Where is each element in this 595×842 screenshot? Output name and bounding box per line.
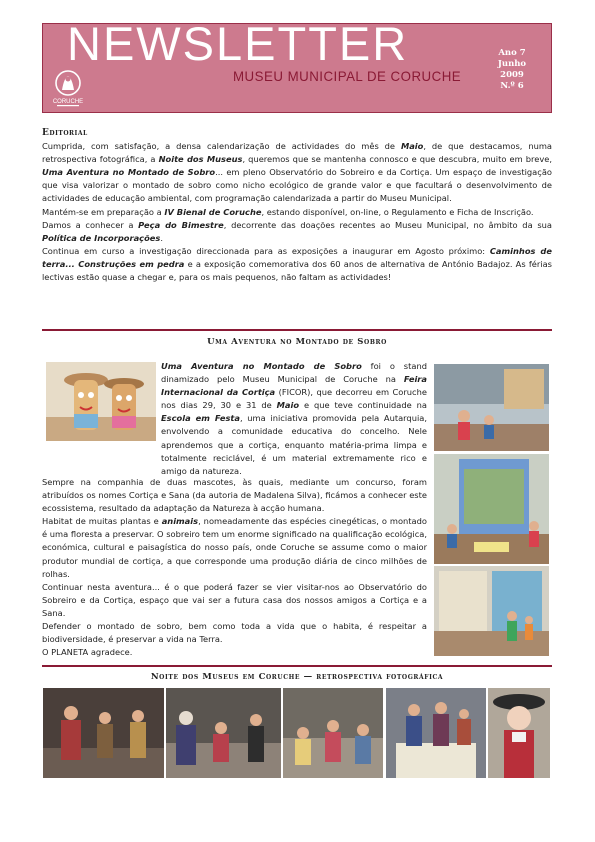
aventura-paragraph-4: Continuar nesta aventura... é o que poderá fazer se vier visitar-nos ao Observatório do Sobreiro e da Cortiça, espaço que vai ser a futura casa dos nossos amigos a Cortiça e a Sana. [42, 581, 427, 618]
section-divider-2 [42, 665, 552, 667]
issue-month: Junho [497, 59, 527, 69]
mascots-photo [46, 362, 156, 441]
issue-year: Ano 7 [498, 48, 526, 58]
aventura-body [42, 476, 427, 659]
noite-photo-4 [386, 688, 486, 778]
aventura-paragraph-1: Uma Aventura no Montado de Sobro foi o stand dinamizado pelo Museu Municipal de Coruche na Feira Internacional da Cortiça (FICOR), que decorreu em Coruche nos dias 29, 30 e 31 de Maio e que teve continuidade na Escola em Festa, uma iniciativa promovida pela Autarquia, envolvendo a comunidade educativa do concelho. Nele aprendemos que a cortiça, enquanto matéria-prima limpa e totalmente reciclável, é um material extremamente rico e amigo da natureza. [161, 361, 427, 476]
noite-heading: Noite dos Museus em Coruche — retrospectiva fotográfica [150, 672, 444, 682]
noite-photo-5 [488, 688, 550, 778]
stand-photo-1 [434, 364, 549, 451]
aventura-paragraph-3: Habitat de muitas plantas e animais, nomeadamente das espécies cinegéticas, o montado é uma floresta a preservar. O sobreiro tem um enorme significado na qualificação ecológica, económica, cultural e paisagística do nosso país, onde Coruche se assume como o maior produtor mundial de cortiça, a que corresponde uma produção diária de cinco milhões de rolhas. [42, 516, 427, 579]
section-divider-1 [42, 329, 552, 331]
aventura-intro [161, 360, 427, 478]
editorial-paragraph-1: Cumprida, com satisfação, a densa calendarização de actividades do mês de Maio, de que destacamos, numa retrospectiva fotográfica, a Noite dos Museus, queremos que se mantenha connosco e que descubra, muito em breve, Uma Aventura no Montado de Sobro... em pleno Observatório do Sobreiro e da Cortiça. Um espaço de investigação que visa valorizar o montado de sobro como nicho ecológico de grande valor e que facultará o desenvolvimento de actividades de educação ambiental, com programação calendarizada a partir do Museu Municipal. [42, 141, 552, 204]
editorial-paragraph-4: Continua em curso a investigação direccionada para as exposições a inaugurar em Agosto próximo: Caminhos de terra... Construções em pedra e a exposição comemorativa dos 60 anos de alternativa de António Badajoz. As férias lectivas estão quase a chegar e, para os mais pequenos, não faltam as actividades! [42, 245, 552, 283]
issue-info [487, 48, 537, 92]
noite-photo-3 [283, 688, 383, 778]
aventura-paragraph-5: Defender o montado de sobro, bem como toda a vida que o habita, é respeitar a biodiversidade, é preservar a vida na Terra. [42, 621, 427, 645]
editorial-paragraph-2: Mantém-se em preparação a IV Bienal de Coruche, estando disponível, on-line, o Regulamento e Ficha de Inscrição. [42, 206, 534, 217]
museum-name: MUSEU MUNICIPAL DE CORUCHE [233, 68, 462, 84]
editorial-section [42, 127, 552, 284]
newsletter-title: NEWSLETTER [67, 17, 409, 70]
aventura-paragraph-2: Sempre na companhia de duas mascotes, às quais, mediante um concurso, foram atribuídos os nomes Cortiça e Sana (da autoria de Madalena Silva), ficámos a conhecer este ecossistema, resultado da adaptação da Natureza à acção humana. [42, 477, 427, 514]
issue-number: N.º 6 [500, 81, 524, 91]
svg-text:CORUCHE: CORUCHE [52, 99, 84, 105]
stand-photo-2 [434, 454, 549, 564]
editorial-heading: Editorial [42, 128, 88, 138]
editorial-paragraph-3: Damos a conhecer a Peça do Bimestre, decorrente das doações recentes ao Museu Municipal, no âmbito da sua Política de Incorporações. [42, 219, 552, 243]
issue-date-year: 2009 [500, 70, 524, 80]
aventura-heading: Uma Aventura no Montado de Sobro [207, 337, 387, 347]
stand-photo-3 [434, 566, 549, 656]
aventura-paragraph-6: O PLANETA agradece. [42, 647, 133, 658]
newsletter-banner [42, 17, 552, 113]
coruche-logo-icon [49, 68, 87, 110]
noite-photo-2 [166, 688, 281, 778]
noite-photo-1 [43, 688, 164, 778]
